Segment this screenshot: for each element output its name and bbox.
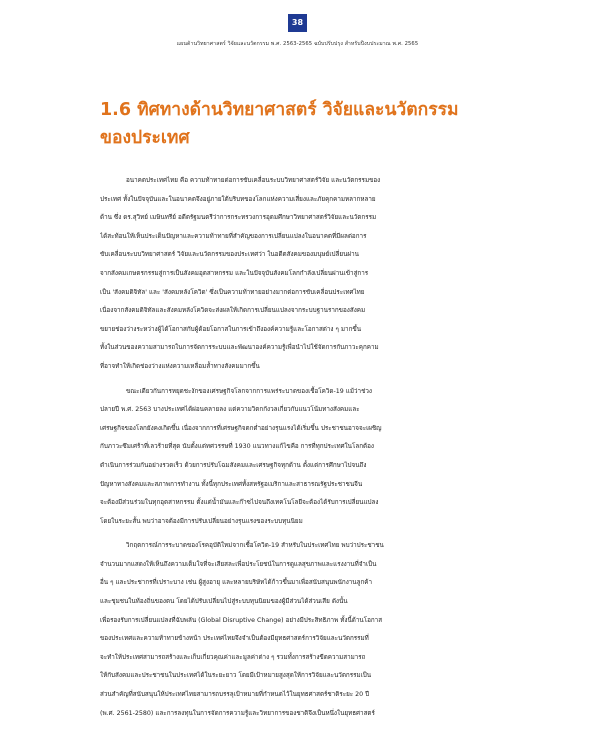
paragraph-line: อนาคตประเทศไทย คือ ความท้าทายต่อการขับเคลื่อนระบบวิทยาศาสตร์วิจัย และนวัตกรรมของ xyxy=(126,177,381,184)
paragraph-line: เนื่องจากสังคมดิจิทัลและสังคมหลังโควิดจะส่งผลให้เกิดการเปลี่ยนแปลงจากระบบฐานรากของสังคม xyxy=(100,307,366,315)
page-number-badge: 38 xyxy=(288,14,307,32)
paragraph-1 xyxy=(100,172,499,377)
section-title-line-2: ของประเทศ xyxy=(100,128,190,148)
paragraph-line: กับภาวะซึมเศร้าที่เลวร้ายที่สุด นับตั้งแต่ทศวรรษที่ 1930 แนวทางแก้ไขคือ การที่ทุกประเทศในโลกต้อง xyxy=(100,443,374,451)
paragraph-line: เพื่อรองรับการเปลี่ยนแปลงที่ฉับพลัน (Global Disruptive Change) อย่างมีประสิทธิภาพ ทั้งนี้ด้านโอกาส xyxy=(100,616,383,624)
paragraph-line: ให้กับสังคมและประชาชนในประเทศได้ในระยะยาว โดยมีเป้าหมายสูงสุดให้การวิจัยและนวัตกรรมเป็น xyxy=(100,672,372,680)
paragraph-line: เป็น 'สังคมดิจิทัล' และ 'สังคมหลังโควิด' ซึ่งเป็นความท้าทายอย่างมากต่อการขับเคลื่อนประเทศไทย xyxy=(100,288,365,296)
paragraph-2 xyxy=(100,383,499,532)
paragraph-line: ส่วนสำคัญที่สนับสนุนให้ประเทศไทยสามารถบรรลุเป้าหมายที่กำหนดไว้ในยุทธศาสตร์ชาติระยะ 20 ปี xyxy=(100,691,370,699)
running-header: แผนด้านวิทยาศาสตร์ วิจัยและนวัตกรรม พ.ศ. 2563-2565 ฉบับปรับปรุง สำหรับปีงบประมาณ พ.ศ. 2565 xyxy=(176,41,419,47)
paragraph-line: วิกฤตการณ์การระบาดของโรคอุบัติใหม่จากเชื้อโควิด-19 สำหรับในประเทศไทย พบว่าประชาชน xyxy=(126,542,384,550)
paragraph-line: จากสังคมเกษตรกรรมสู่การเป็นสังคมอุตสาหกรรม และในปัจจุบันสังคมโลกกำลังเปลี่ยนผ่านเข้าสู่การ xyxy=(100,269,369,277)
paragraph-line: จะทำให้ประเทศสามารถสร้างและเก็บเกี่ยวคุณค่าและมูลค่าต่าง ๆ รวมทั้งการสร้างขีดความสามารถ xyxy=(100,653,366,661)
paragraph-line: โดยในระยะสั้น พบว่าอาจต้องมีการปรับเปลี่ยนอย่างรุนแรงของระบบทุนนิยม xyxy=(100,517,303,525)
paragraph-line: ขยายช่องว่างระหว่างผู้ได้โอกาสกับผู้ด้อยโอกาสในการเข้าถึงองค์ความรู้และโอกาสต่าง ๆ มากขึ้น xyxy=(100,325,361,333)
paragraph-line: ดำเนินการร่วมกันอย่างรวดเร็ว ด้วยการปรับโฉมสังคมและเศรษฐกิจทุกด้าน ตั้งแต่การศึกษาไปจนถึง xyxy=(100,461,367,469)
paragraph-line: อื่น ๆ และประชากรที่เปราะบาง เช่น ผู้สูงอายุ และหลายบริษัทได้ก้าวขึ้นมาเพื่อสนับสนุนพนักงานลูกค้า xyxy=(100,579,373,587)
paragraph-line: และชุมชนในท้องถิ่นของตน โดยได้ปรับเปลี่ยนไปสู่ระบบทุนนิยมของผู้มีส่วนได้ส่วนเสีย ดังนั้น xyxy=(100,598,348,606)
paragraph-line: (พ.ศ. 2561-2580) และการลงทุนในการจัดการความรู้และวิทยาการของชาติจึงเป็นหนึ่งในยุทธศาสตร์ xyxy=(100,709,375,717)
paragraph-line: ด้าน ซึ่ง ดร.สุวิทย์ เมษินทรีย์ อดีตรัฐมนตรีว่าการกระทรวงการอุดมศึกษาวิทยาศาสตร์วิจัยและนวัตกรรม xyxy=(100,214,377,222)
paragraph-line: ทั้งในส่วนของความสามารถในการจัดการระบบและพัฒนาองค์ความรู้เพื่อนำไปใช้จัดการกับภาวะคุกคาม xyxy=(100,344,379,352)
section-title xyxy=(100,96,520,152)
paragraph-line: ปลายปี พ.ศ. 2563 บางประเทศได้ผ่อนคลายลง แต่ความวิตกกังวลเกี่ยวกับแนวโน้มทางสังคมและ xyxy=(100,406,360,414)
paragraph-line: เศรษฐกิจของโลกยังคงเกิดขึ้น เนื่องจากการที่เศรษฐกิจตกต่ำอย่างรุนแรงได้เริ่มขึ้น ประชาชนอาจจะเผชิญ xyxy=(100,424,382,432)
body-text xyxy=(100,172,499,729)
paragraph-line: จะต้องมีส่วนร่วมในทุกอุตสาหกรรม ตั้งแต่น้ำมันและก๊าซไปจนถึงเทคโนโลยีจะต้องได้รับการเปลี่ยนแปลง xyxy=(100,499,379,507)
paragraph-line: ที่อาจทำให้เกิดช่องว่างแห่งความเหลื่อมล้ำทางสังคมมากขึ้น xyxy=(100,362,260,370)
paragraph-line: ขับเคลื่อนระบบวิทยาศาสตร์ วิจัยและนวัตกรรมของประเทศว่า ในอดีตสังคมของมนุษย์เปลี่ยนผ่าน xyxy=(100,251,359,259)
paragraph-3 xyxy=(100,537,499,723)
paragraph-line: ขณะเดียวกันการหยุดชะงักของเศรษฐกิจโลกจากการแพร่ระบาดของเชื้อโควิด-19 แม้ว่าช่วง xyxy=(126,387,372,395)
paragraph-line: ประเทศ ทั้งในปัจจุบันและในอนาคตจึงอยู่ภายใต้บริบทของโลกแห่งความเสี่ยงและภัยคุกคามหลากหลาย xyxy=(100,195,376,203)
section-title-line-1: 1.6 ทิศทางด้านวิทยาศาสตร์ วิจัยและนวัตกรรม xyxy=(100,100,459,120)
paragraph-line: จำนวนมากแสดงให้เห็นถึงความเต็มใจที่จะเสียสละเพื่อประโยชน์ในการดูแลสุขภาพและแรงงานที่จำเป็น xyxy=(100,560,377,568)
paragraph-line: ของประเทศและความท้าทายข้างหน้า ประเทศไทยจึงจำเป็นต้องมียุทธศาสตร์การวิจัยและนวัตกรรมที่ xyxy=(100,635,369,643)
paragraph-line: ปัญหาทางสังคมและสภาพการทำงาน ทั้งนี้ทุกประเทศทั้งสหรัฐอเมริกาและสาธารณรัฐประชาชนจีน xyxy=(100,480,363,488)
paragraph-line: ได้สะท้อนให้เห็นประเด็นปัญหาและความท้าทายที่สำคัญของการเปลี่ยนแปลงในอนาคตที่มีผลต่อการ xyxy=(100,232,367,240)
